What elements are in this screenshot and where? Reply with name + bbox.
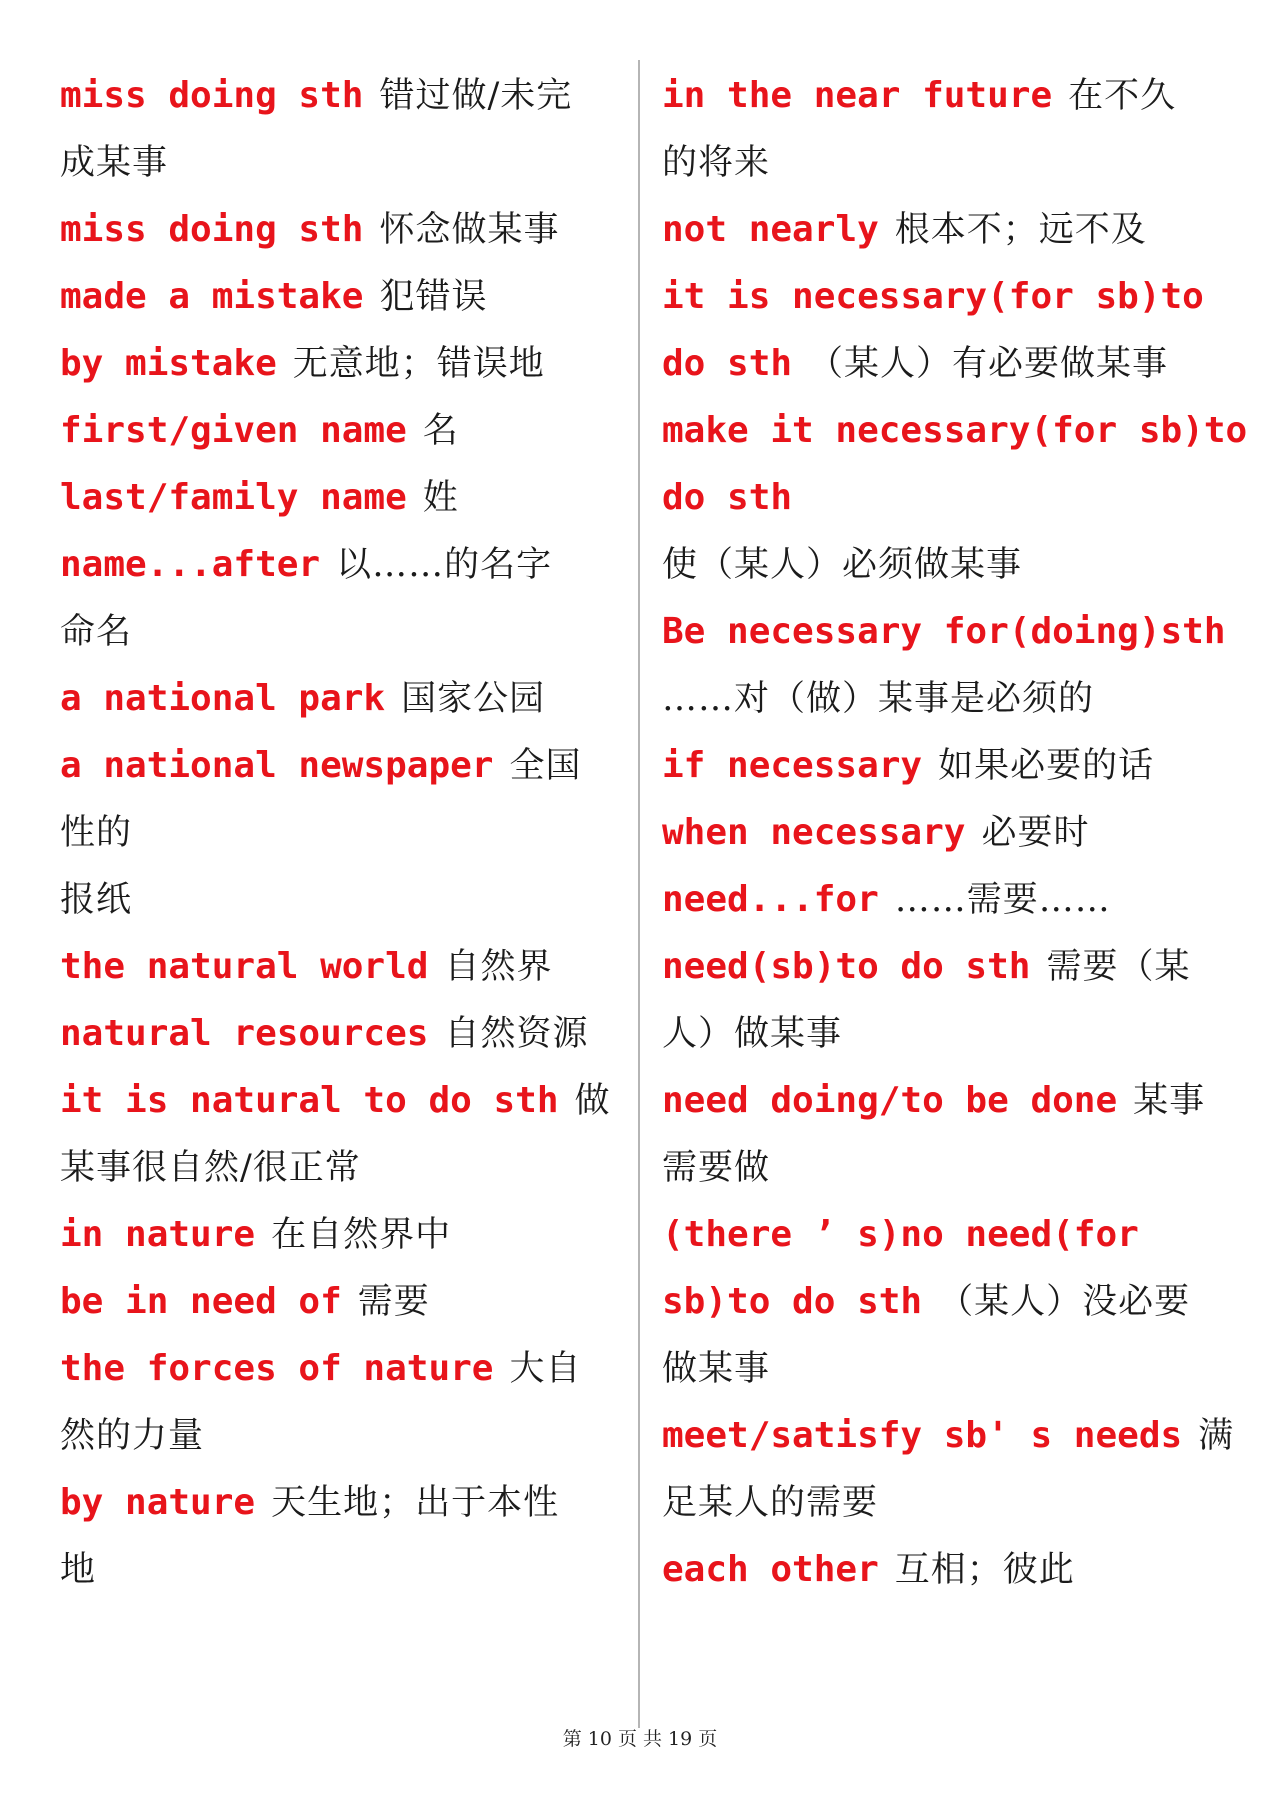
english-phrase: need...for xyxy=(662,879,879,920)
chinese-meaning: ……对（做）某事是必须的 xyxy=(662,679,1095,719)
phrase-line xyxy=(60,468,625,535)
english-phrase: it is natural to do sth xyxy=(60,1080,559,1121)
phrase-line xyxy=(662,1205,1227,1272)
english-phrase: make it necessary(for sb)to xyxy=(662,410,1248,451)
phrase-line xyxy=(60,267,625,334)
english-phrase: each other xyxy=(662,1549,879,1590)
chinese-meaning: 需要 xyxy=(357,1282,430,1322)
chinese-meaning: 全国 xyxy=(509,746,582,786)
chinese-meaning: 然的力量 xyxy=(60,1416,205,1456)
phrase-line xyxy=(662,468,1227,535)
english-phrase: miss doing sth xyxy=(60,75,364,116)
english-phrase: a national newspaper xyxy=(60,745,494,786)
phrase-line xyxy=(60,1406,625,1473)
phrase-line xyxy=(60,937,625,1004)
phrase-line xyxy=(662,1004,1227,1071)
english-phrase: made a mistake xyxy=(60,276,364,317)
phrase-line xyxy=(60,1272,625,1339)
chinese-meaning: 错过做/未完 xyxy=(379,76,573,116)
english-phrase: a national park xyxy=(60,678,386,719)
phrase-line xyxy=(60,1339,625,1406)
phrase-line xyxy=(60,669,625,736)
chinese-meaning: ……需要…… xyxy=(894,880,1111,920)
english-phrase: do sth xyxy=(662,343,793,384)
english-phrase: it is necessary(for sb)to xyxy=(662,276,1204,317)
english-phrase: in nature xyxy=(60,1214,256,1255)
chinese-meaning: 互相；彼此 xyxy=(894,1550,1075,1590)
page-footer: 第 10 页 共 19 页 xyxy=(562,1728,718,1750)
english-phrase: the forces of nature xyxy=(60,1348,494,1389)
chinese-meaning: 的将来 xyxy=(662,143,771,183)
english-phrase: by mistake xyxy=(60,343,277,384)
phrase-line xyxy=(60,736,625,803)
english-phrase: be in need of xyxy=(60,1281,342,1322)
english-phrase: the natural world xyxy=(60,946,429,987)
phrase-line xyxy=(662,535,1227,602)
phrase-line xyxy=(662,133,1227,200)
chinese-meaning: 成某事 xyxy=(60,143,169,183)
english-phrase: (there ’ s)no need(for xyxy=(662,1214,1139,1255)
chinese-meaning: 使（某人）必须做某事 xyxy=(662,545,1023,585)
phrase-line xyxy=(662,1406,1235,1473)
chinese-meaning: 姓 xyxy=(422,478,459,518)
english-phrase: name...after xyxy=(60,544,321,585)
english-phrase: natural resources xyxy=(60,1013,429,1054)
phrase-line xyxy=(662,1071,1227,1138)
chinese-meaning: 需要做 xyxy=(662,1148,771,1188)
chinese-meaning: 在不久 xyxy=(1068,76,1177,116)
chinese-meaning: 如果必要的话 xyxy=(938,746,1155,786)
phrase-line xyxy=(662,1473,1227,1540)
phrase-line xyxy=(60,870,625,937)
chinese-meaning: 国家公园 xyxy=(401,679,546,719)
chinese-meaning: 报纸 xyxy=(60,880,133,920)
chinese-meaning: （某人）有必要做某事 xyxy=(808,344,1169,384)
phrase-line xyxy=(662,1138,1227,1205)
phrase-line xyxy=(60,1540,625,1607)
chinese-meaning: 满 xyxy=(1198,1416,1235,1456)
phrase-line xyxy=(60,535,625,602)
phrase-line xyxy=(662,937,1227,1004)
chinese-meaning: 天生地；出于本性 xyxy=(271,1483,560,1523)
chinese-meaning: （某人）没必要 xyxy=(938,1282,1191,1322)
phrase-line xyxy=(60,1071,625,1138)
chinese-meaning: 做 xyxy=(574,1081,611,1121)
right-column xyxy=(662,66,1248,1607)
chinese-meaning: 命名 xyxy=(60,612,133,652)
phrase-line xyxy=(60,1205,625,1272)
chinese-meaning: 某事 xyxy=(1133,1081,1206,1121)
chinese-meaning: 人）做某事 xyxy=(662,1014,843,1054)
column-divider xyxy=(638,60,640,1728)
phrase-line xyxy=(662,602,1227,669)
chinese-meaning: 犯错误 xyxy=(379,277,488,317)
english-phrase: miss doing sth xyxy=(60,209,364,250)
chinese-meaning: 大自 xyxy=(509,1349,582,1389)
chinese-meaning: 自然资源 xyxy=(444,1014,589,1054)
phrase-line xyxy=(60,1004,625,1071)
phrase-line xyxy=(60,1473,625,1540)
chinese-meaning: 性的 xyxy=(60,813,133,853)
chinese-meaning: 某事很自然/很正常 xyxy=(60,1148,361,1188)
phrase-line xyxy=(662,803,1227,870)
phrase-line xyxy=(662,200,1227,267)
phrase-line xyxy=(60,200,625,267)
english-phrase: need(sb)to do sth xyxy=(662,946,1031,987)
chinese-meaning: 无意地；错误地 xyxy=(292,344,545,384)
chinese-meaning: 需要（某 xyxy=(1046,947,1191,987)
phrase-line xyxy=(60,66,625,133)
phrase-line xyxy=(662,1339,1227,1406)
english-phrase: when necessary xyxy=(662,812,966,853)
phrase-line xyxy=(60,334,625,401)
chinese-meaning: 名 xyxy=(422,411,459,451)
left-column xyxy=(60,66,625,1607)
chinese-meaning: 在自然界中 xyxy=(271,1215,452,1255)
chinese-meaning: 地 xyxy=(60,1550,97,1590)
english-phrase: if necessary xyxy=(662,745,923,786)
phrase-line xyxy=(60,1138,625,1205)
chinese-meaning: 根本不；远不及 xyxy=(894,210,1147,250)
english-phrase: first/given name xyxy=(60,410,407,451)
english-phrase: by nature xyxy=(60,1482,256,1523)
chinese-meaning: 做某事 xyxy=(662,1349,771,1389)
chinese-meaning: 自然界 xyxy=(444,947,553,987)
english-phrase: meet/satisfy sb' s needs xyxy=(662,1415,1183,1456)
phrase-line xyxy=(60,133,625,200)
chinese-meaning: 以……的名字 xyxy=(336,545,553,585)
chinese-meaning: 怀念做某事 xyxy=(379,210,560,250)
phrase-line xyxy=(662,334,1227,401)
english-phrase: do sth xyxy=(662,477,793,518)
phrase-line xyxy=(662,1272,1227,1339)
english-phrase: Be necessary for(doing)sth xyxy=(662,611,1226,652)
chinese-meaning: 足某人的需要 xyxy=(662,1483,879,1523)
phrase-line xyxy=(662,66,1227,133)
phrase-line xyxy=(662,870,1227,937)
phrase-line xyxy=(662,401,1248,468)
phrase-line xyxy=(60,401,625,468)
english-phrase: last/family name xyxy=(60,477,407,518)
phrase-line xyxy=(662,736,1227,803)
english-phrase: in the near future xyxy=(662,75,1053,116)
english-phrase: need doing/to be done xyxy=(662,1080,1118,1121)
english-phrase: not nearly xyxy=(662,209,879,250)
phrase-line xyxy=(60,803,625,870)
phrase-line xyxy=(662,1540,1227,1607)
phrase-line xyxy=(662,669,1227,736)
english-phrase: sb)to do sth xyxy=(662,1281,923,1322)
chinese-meaning: 必要时 xyxy=(981,813,1090,853)
phrase-line xyxy=(662,267,1227,334)
phrase-line xyxy=(60,602,625,669)
